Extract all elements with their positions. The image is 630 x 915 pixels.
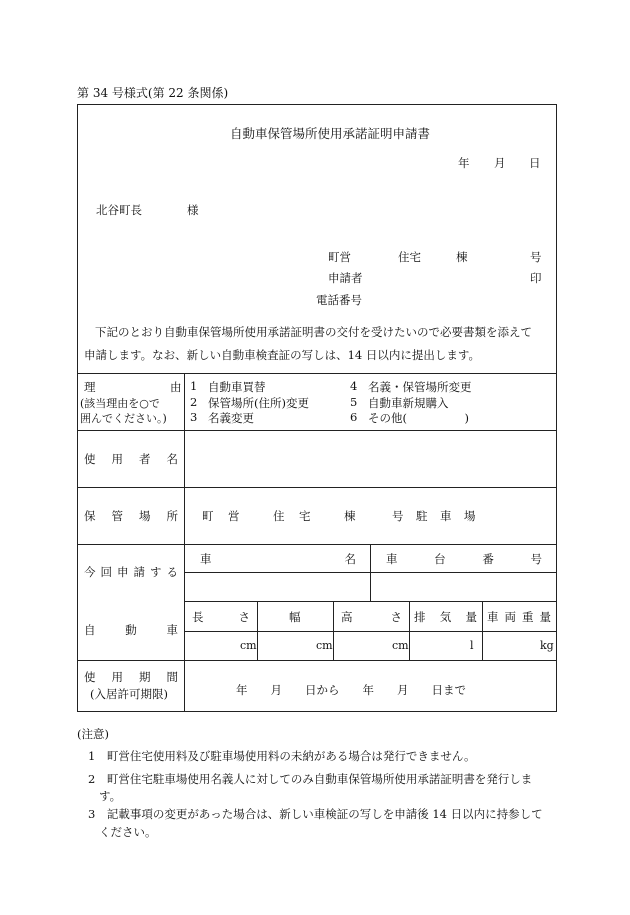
applicant-building: 棟 xyxy=(456,250,468,264)
vehicle-label-char: る xyxy=(166,565,178,579)
vehicle-label-top xyxy=(84,564,178,580)
vehicle-plate-header-char: 車 xyxy=(386,552,398,566)
user-name-label-char: 者 xyxy=(139,452,151,466)
vehicle-label-char: す xyxy=(150,565,162,579)
reason-option-4-text[interactable]: 名義・保管場所変更 xyxy=(368,380,472,394)
col-line-dim1 xyxy=(257,601,258,660)
row-line-user-top xyxy=(77,430,557,431)
dim-length-header xyxy=(192,609,250,625)
reason-option-6-text[interactable]: その他( ) xyxy=(368,411,469,425)
dim-displacement-unit: l xyxy=(470,639,474,652)
row-line-reason-top xyxy=(77,373,557,374)
vehicle-name-header-char: 名 xyxy=(344,552,356,566)
body-text-line2: 申請します。なお、新しい自動車検査証の写しは、14 日以内に提出します。 xyxy=(84,348,480,362)
note-item-2: 2 町営住宅駐車場使用名義人に対してのみ自動車保管場所使用承諾証明書を発行しま xyxy=(88,772,533,786)
storage-label-char: 所 xyxy=(166,509,178,523)
row-line-storage-top xyxy=(77,487,557,488)
dim-width-header: 幅 xyxy=(289,610,301,624)
reason-option-1-no[interactable]: 1 xyxy=(190,379,198,393)
vehicle-plate-header-char: 号 xyxy=(530,552,542,566)
period-label-char: 使 xyxy=(84,670,96,684)
reason-label-b: 由 xyxy=(170,380,182,394)
note-item-3: 3 記載事項の変更があった場合は、新しい車検証の写しを申請後 14 日以内に持参して xyxy=(88,807,543,821)
vehicle-label-char: 車 xyxy=(166,623,178,637)
row-line-vehicle-sub3 xyxy=(184,631,557,632)
storage-label-char: 場 xyxy=(139,509,151,523)
storage-value-char: 棟 xyxy=(344,509,356,523)
user-name-field[interactable] xyxy=(186,432,555,485)
reason-option-3-no[interactable]: 3 xyxy=(190,410,198,424)
applicant-seal: 印 xyxy=(530,271,542,285)
col-line-dim4 xyxy=(482,601,483,660)
storage-label xyxy=(84,508,178,524)
applicant-town-housing: 町営 xyxy=(328,250,351,264)
vehicle-name-field[interactable] xyxy=(186,574,369,600)
vehicle-label-char: 回 xyxy=(100,565,112,579)
dim-weight-unit: kg xyxy=(540,639,554,652)
user-name-label-char: 名 xyxy=(166,452,178,466)
storage-value-char: 宅 xyxy=(299,509,311,523)
date-day: 日 xyxy=(529,156,541,170)
col-line-dim3 xyxy=(409,601,410,660)
reason-option-2-text[interactable]: 保管場所(住所)変更 xyxy=(208,396,309,410)
storage-value-char: 号 xyxy=(392,509,404,523)
user-name-label-char: 用 xyxy=(111,452,123,466)
dim-height-unit: cm xyxy=(392,639,409,652)
dim-header-char: さ xyxy=(390,610,402,624)
vehicle-name-header-char: 車 xyxy=(200,552,212,566)
reason-option-5-text[interactable]: 自動車新規購入 xyxy=(368,396,449,410)
applicant-housing: 住宅 xyxy=(398,250,421,264)
dim-header-char: 気 xyxy=(439,610,452,624)
row-line-period-top xyxy=(77,660,557,661)
col-line-name-plate xyxy=(370,544,371,601)
addressee-honorific: 様 xyxy=(187,203,199,217)
note-item-2-cont: す。 xyxy=(99,789,122,803)
dim-header-char: 量 xyxy=(539,610,551,624)
period-label xyxy=(84,669,178,685)
reason-option-2-no[interactable]: 2 xyxy=(190,395,198,409)
storage-value-char: 駐 xyxy=(416,509,428,523)
notes-heading: (注意) xyxy=(77,727,109,741)
reason-label-line3: 囲んでください。) xyxy=(80,412,167,425)
dim-length-unit: cm xyxy=(240,639,257,652)
vehicle-label-char: 自 xyxy=(84,623,96,637)
body-text-line1: 下記のとおり自動車保管場所使用承諾証明書の交付を受けたいので必要書類を添えて xyxy=(95,325,532,339)
dim-width-unit: cm xyxy=(316,639,333,652)
note-item-1: 1 町営住宅使用料及び駐車場使用料の未納がある場合は発行できません。 xyxy=(88,749,476,763)
storage-value-char: 車 xyxy=(440,509,452,523)
reason-option-5-no[interactable]: 5 xyxy=(350,395,358,409)
reason-label-line2: (該当理由を○で xyxy=(80,397,160,410)
reason-label-a: 理 xyxy=(84,380,96,394)
user-name-label xyxy=(84,451,178,467)
vehicle-label-bottom xyxy=(84,622,178,638)
row-line-vehicle-top xyxy=(77,544,557,545)
vehicle-label-char: 今 xyxy=(84,565,96,579)
period-label-sub: (入居許可期限) xyxy=(90,687,168,701)
note-item-3-cont: ください。 xyxy=(99,825,157,839)
addressee-name: 北谷町長 xyxy=(96,203,142,217)
storage-label-char: 保 xyxy=(84,509,96,523)
applicant-number: 号 xyxy=(530,250,542,264)
storage-label-char: 管 xyxy=(111,509,123,523)
reason-option-3-text[interactable]: 名義変更 xyxy=(208,411,254,425)
vehicle-plate-header xyxy=(386,551,542,567)
reason-option-4-no[interactable]: 4 xyxy=(350,379,358,393)
dim-header-char: 排 xyxy=(414,610,426,624)
date-year: 年 xyxy=(458,156,470,170)
form-title: 自動車保管場所使用承諾証明申請書 xyxy=(230,126,431,141)
reason-option-1-text[interactable]: 自動車買替 xyxy=(208,380,266,394)
storage-value-char: 場 xyxy=(464,509,476,523)
storage-value-char: 町 xyxy=(202,509,214,523)
dim-weight-header xyxy=(487,609,551,625)
form-id: 第 34 号様式(第 22 条関係) xyxy=(77,86,229,100)
storage-value-char: 営 xyxy=(228,509,240,523)
user-name-label-char: 使 xyxy=(84,452,96,466)
vehicle-label-char: 申 xyxy=(117,565,129,579)
dim-header-char: 長 xyxy=(192,610,204,624)
reason-option-6-no[interactable]: 6 xyxy=(350,410,358,424)
dim-header-char: 車 xyxy=(487,610,499,624)
period-label-char: 用 xyxy=(111,670,123,684)
vehicle-plate-header-char: 番 xyxy=(482,552,494,566)
col-line-label xyxy=(184,373,185,712)
applicant-label: 申請者 xyxy=(328,271,363,285)
period-label-char: 期 xyxy=(139,670,151,684)
dim-header-char: 重 xyxy=(522,610,534,624)
dim-header-char: さ xyxy=(238,610,250,624)
col-line-dim2 xyxy=(333,601,334,660)
vehicle-name-header xyxy=(200,551,356,567)
dim-header-char: 高 xyxy=(341,610,353,624)
period-label-char: 間 xyxy=(166,670,178,684)
vehicle-label-char: 請 xyxy=(133,565,145,579)
date-month: 月 xyxy=(494,156,506,170)
storage-value-char: 住 xyxy=(273,509,285,523)
vehicle-label-char: 動 xyxy=(125,623,137,637)
dim-height-header xyxy=(341,609,402,625)
row-line-vehicle-sub2 xyxy=(184,601,557,602)
period-value[interactable]: 年 月 日から 年 月 日まで xyxy=(236,683,466,697)
dim-header-char: 両 xyxy=(504,610,516,624)
dim-displacement-header xyxy=(414,609,477,625)
vehicle-plate-field[interactable] xyxy=(372,574,555,600)
applicant-phone-label: 電話番号 xyxy=(316,293,362,307)
vehicle-plate-header-char: 台 xyxy=(434,552,446,566)
dim-header-char: 量 xyxy=(465,610,477,624)
